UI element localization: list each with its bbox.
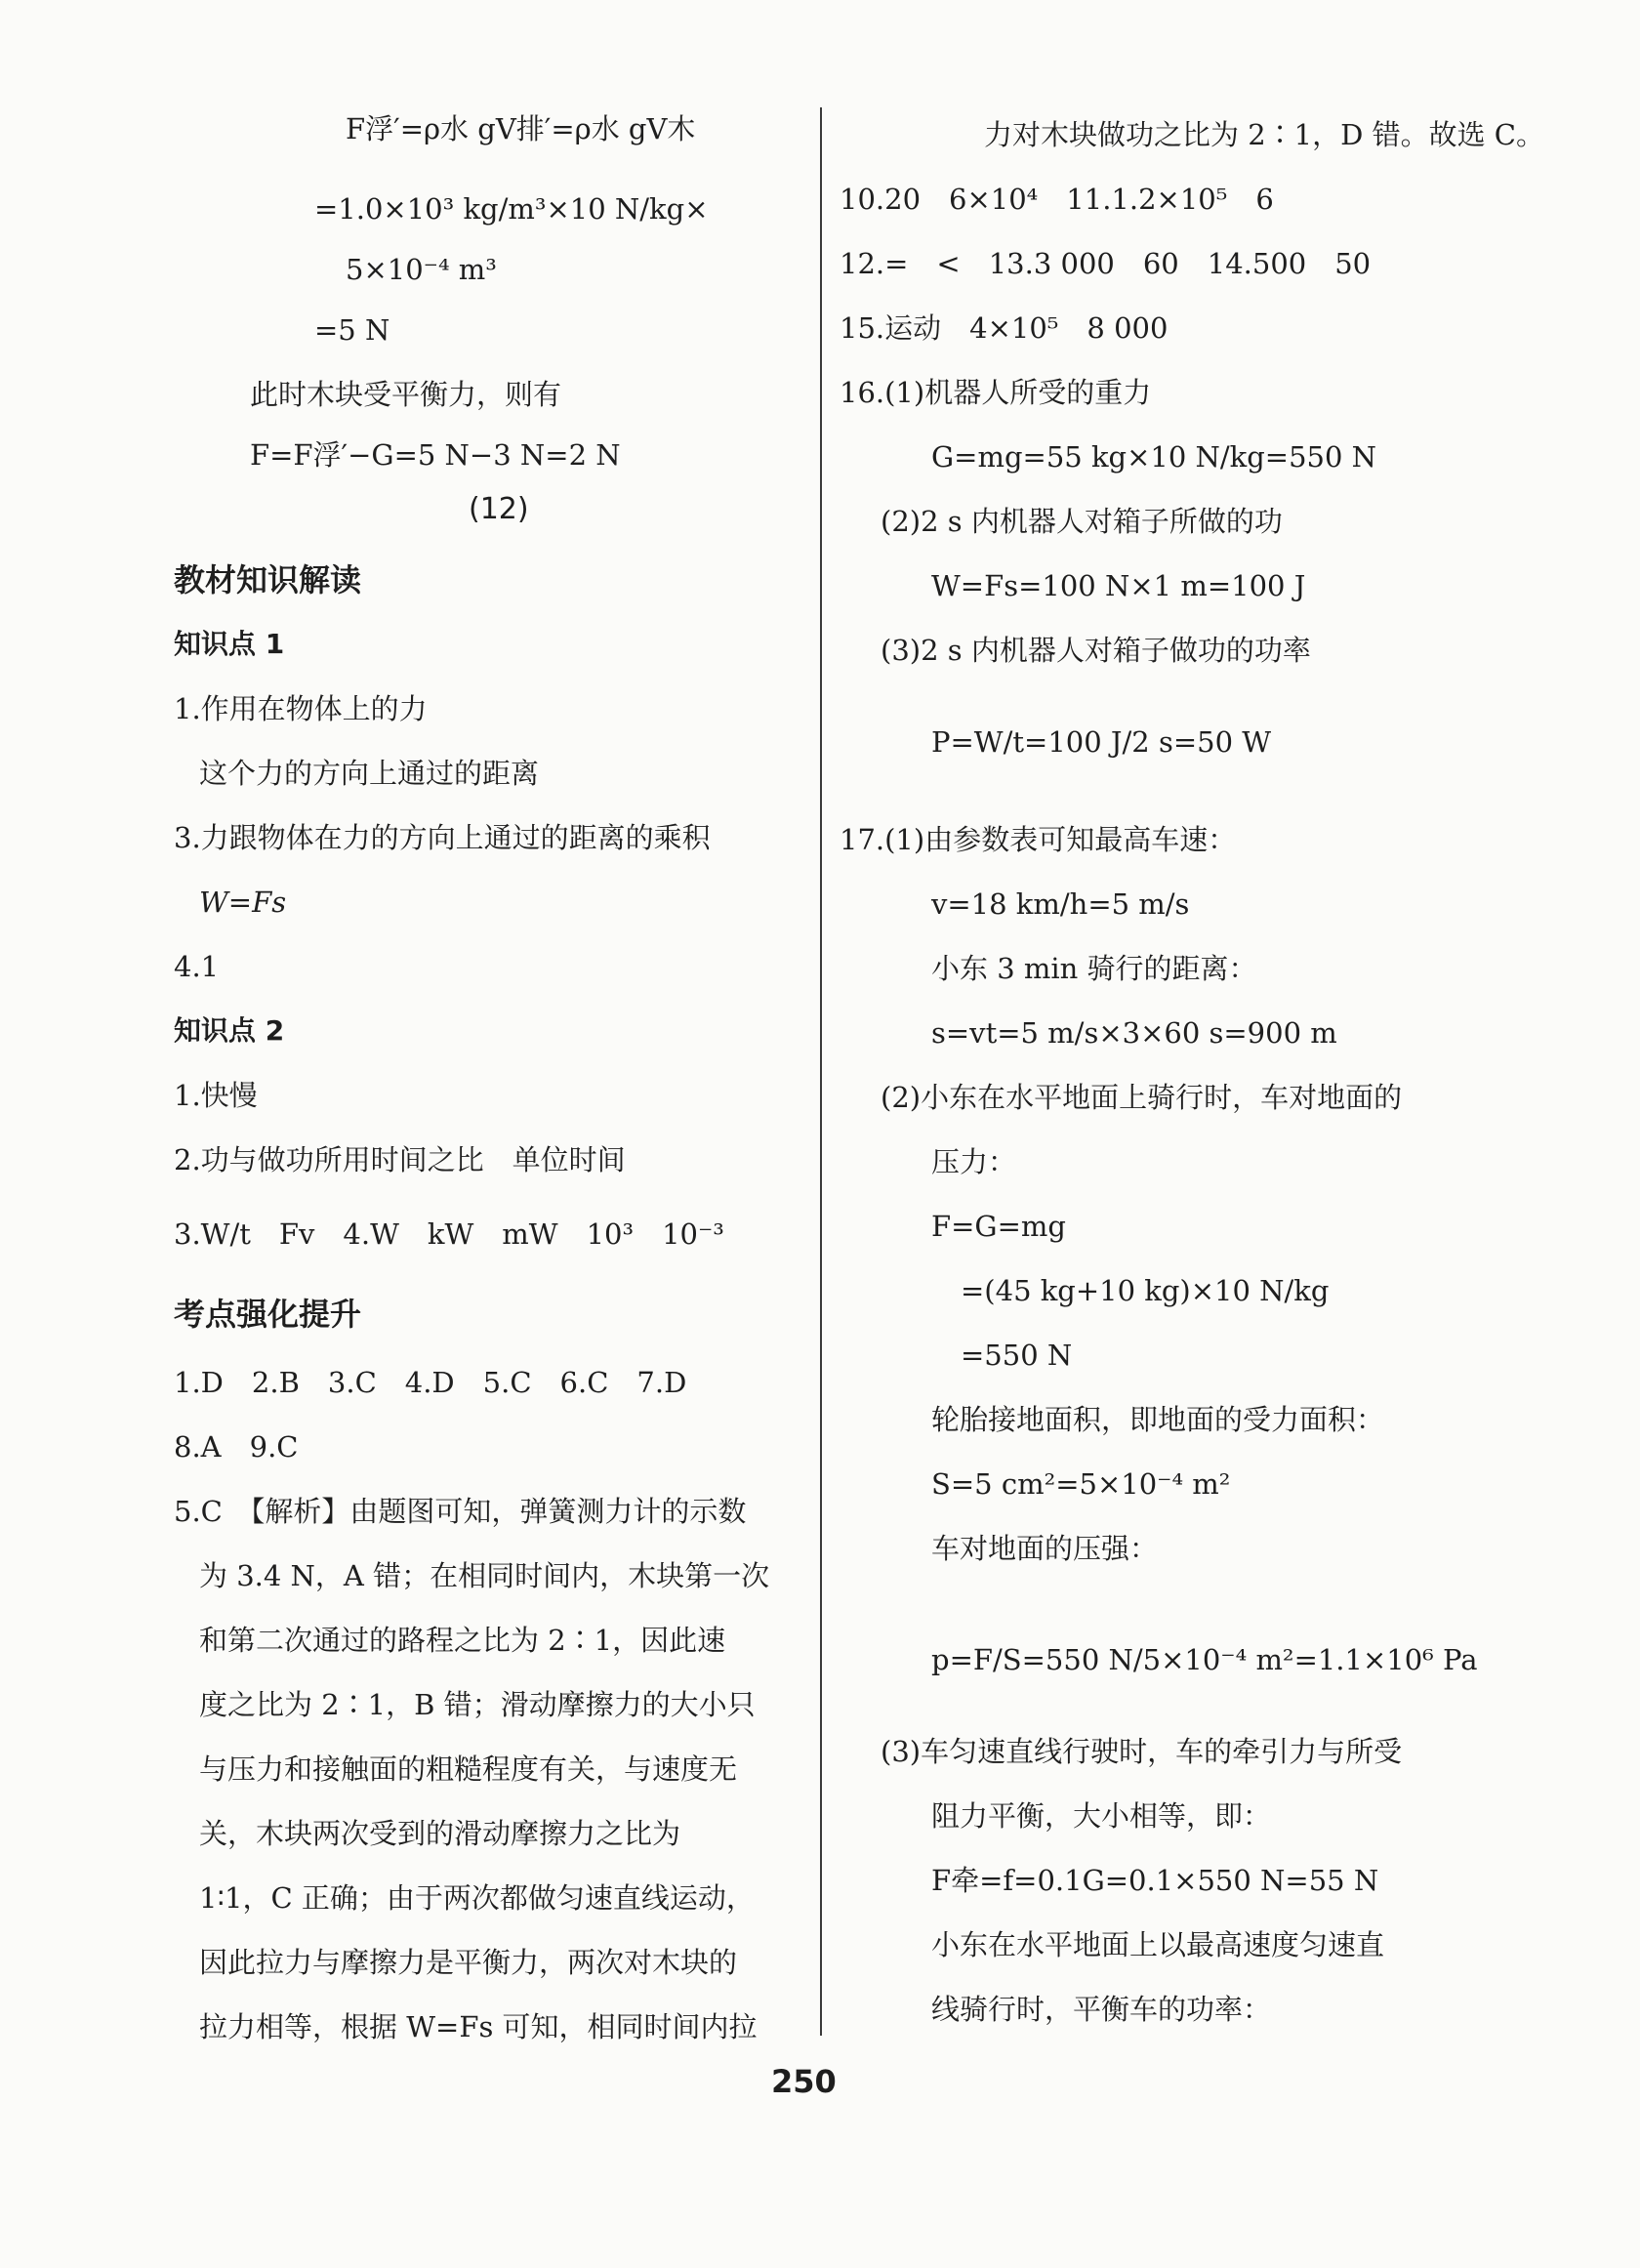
q17-power-text-2: 线骑行时，平衡车的功率：: [931, 1993, 1272, 2026]
q16-part-2: (2)2 s 内机器人对箱子所做的功: [881, 505, 1283, 538]
explain-line-10: 力对木块做功之比为 2∶1，D 错。故选 C。: [984, 118, 1544, 151]
q17-speed: v=18 km/h=5 m/s: [931, 887, 1190, 921]
q17-power-text-1: 小东在水平地面上以最高速度匀速直: [931, 1928, 1385, 1961]
q17-part-1: 17.(1)由参数表可知最高车速：: [840, 823, 1237, 856]
explain-line-5: 与压力和接触面的粗糙程度有关，与速度无: [199, 1753, 738, 1786]
explain-line-9: 拉力相等，根据 W=Fs 可知，相同时间内拉: [199, 2010, 758, 2043]
q16-part-3: (3)2 s 内机器人对箱子做功的功率: [881, 634, 1311, 667]
explain-line-4: 度之比为 2∶1，B 错；滑动摩擦力的大小只: [199, 1688, 756, 1721]
q17-pressure-text: 车对地面的压强：: [931, 1532, 1159, 1565]
kp2-item-1: 1.快慢: [174, 1079, 258, 1112]
heading-exam-points: 考点强化提升: [174, 1296, 362, 1333]
kp2-item-3: 3.W/t Fv 4.W kW mW 10³ 10⁻³: [174, 1217, 724, 1251]
eq-buoyancy-volume: 5×10⁻⁴ m³: [346, 253, 497, 286]
kp2-item-2: 2.功与做功所用时间之比 单位时间: [174, 1143, 626, 1176]
q16-power: P=W/t=100 J/2 s=50 W: [931, 725, 1272, 759]
kp1-item-1: 1.作用在物体上的力: [174, 692, 428, 725]
q17-pressure-label: 压力：: [931, 1145, 1017, 1178]
q17-part-3: (3)车匀速直线行驶时，车的牵引力与所受: [881, 1735, 1403, 1768]
q17-traction: F牵=f=0.1G=0.1×550 N=55 N: [931, 1864, 1379, 1897]
answers-15: 15.运动 4×10⁵ 8 000: [840, 311, 1168, 345]
q17-force-result: =550 N: [961, 1339, 1073, 1372]
q17-distance: s=vt=5 m/s×3×60 s=900 m: [931, 1016, 1337, 1050]
q17-balance-text: 阻力平衡，大小相等，即：: [931, 1799, 1272, 1833]
q17-pressure: p=F/S=550 N/5×10⁻⁴ m²=1.1×10⁶ Pa: [931, 1643, 1478, 1676]
q16-work: W=Fs=100 N×1 m=100 J: [931, 569, 1306, 602]
explain-line-2: 为 3.4 N，A 错；在相同时间内，木块第一次: [199, 1559, 770, 1592]
column-divider: [820, 107, 822, 2036]
explain-line-3: 和第二次通过的路程之比为 2∶1，因此速: [199, 1624, 726, 1657]
eq-buoyancy-calc: =1.0×10³ kg/m³×10 N/kg×: [314, 192, 709, 226]
answers-12-14: 12.= < 13.3 000 60 14.500 50: [840, 247, 1372, 280]
eq-force: F=F浮′−G=5 N−3 N=2 N: [250, 438, 621, 472]
q17-area-label: 轮胎接地面积，即地面的受力面积：: [931, 1403, 1385, 1436]
knowledge-point-1: 知识点 1: [174, 628, 285, 660]
explain-line-8: 因此拉力与摩擦力是平衡力，两次对木块的: [199, 1946, 738, 1979]
explain-line-7: 1∶1，C 正确；由于两次都做匀速直线运动，: [199, 1881, 755, 1915]
eq-buoyancy: F浮′=ρ水 gV排′=ρ水 gV木: [346, 112, 696, 145]
q16-gravity: G=mg=55 kg×10 N/kg=550 N: [931, 440, 1377, 474]
kp1-item-1b: 这个力的方向上通过的距离: [199, 757, 540, 790]
explain-line-1: 5.C 【解析】由题图可知，弹簧测力计的示数: [174, 1495, 747, 1528]
q17-force-calc: =(45 kg+10 kg)×10 N/kg: [961, 1274, 1330, 1307]
q17-area: S=5 cm²=5×10⁻⁴ m²: [931, 1467, 1231, 1501]
kp1-item-3b: W=Fs: [199, 886, 287, 919]
eq-buoyancy-result: =5 N: [314, 313, 390, 347]
q16-part-1: 16.(1)机器人所受的重力: [840, 376, 1152, 409]
knowledge-point-2: 知识点 2: [174, 1014, 285, 1047]
kp1-item-3: 3.力跟物体在力的方向上通过的距离的乘积: [174, 821, 711, 854]
q17-part-2: (2)小东在水平地面上骑行时，车对地面的: [881, 1081, 1403, 1114]
answers-8-9: 8.A 9.C: [174, 1430, 299, 1464]
text-balance: 此时木块受平衡力，则有: [250, 378, 562, 411]
answers-1-7: 1.D 2.B 3.C 4.D 5.C 6.C 7.D: [174, 1366, 687, 1399]
page-number: 250: [771, 2063, 837, 2100]
answers-10-11: 10.20 6×10⁴ 11.1.2×10⁵ 6: [840, 183, 1274, 216]
kp1-item-4: 4.1: [174, 950, 220, 983]
section-number: (12): [469, 492, 529, 526]
heading-textbook: 教材知识解读: [174, 561, 362, 598]
q17-distance-label: 小东 3 min 骑行的距离：: [931, 952, 1257, 985]
explain-line-6: 关，木块两次受到的滑动摩擦力之比为: [199, 1817, 681, 1850]
q17-force: F=G=mg: [931, 1210, 1066, 1243]
